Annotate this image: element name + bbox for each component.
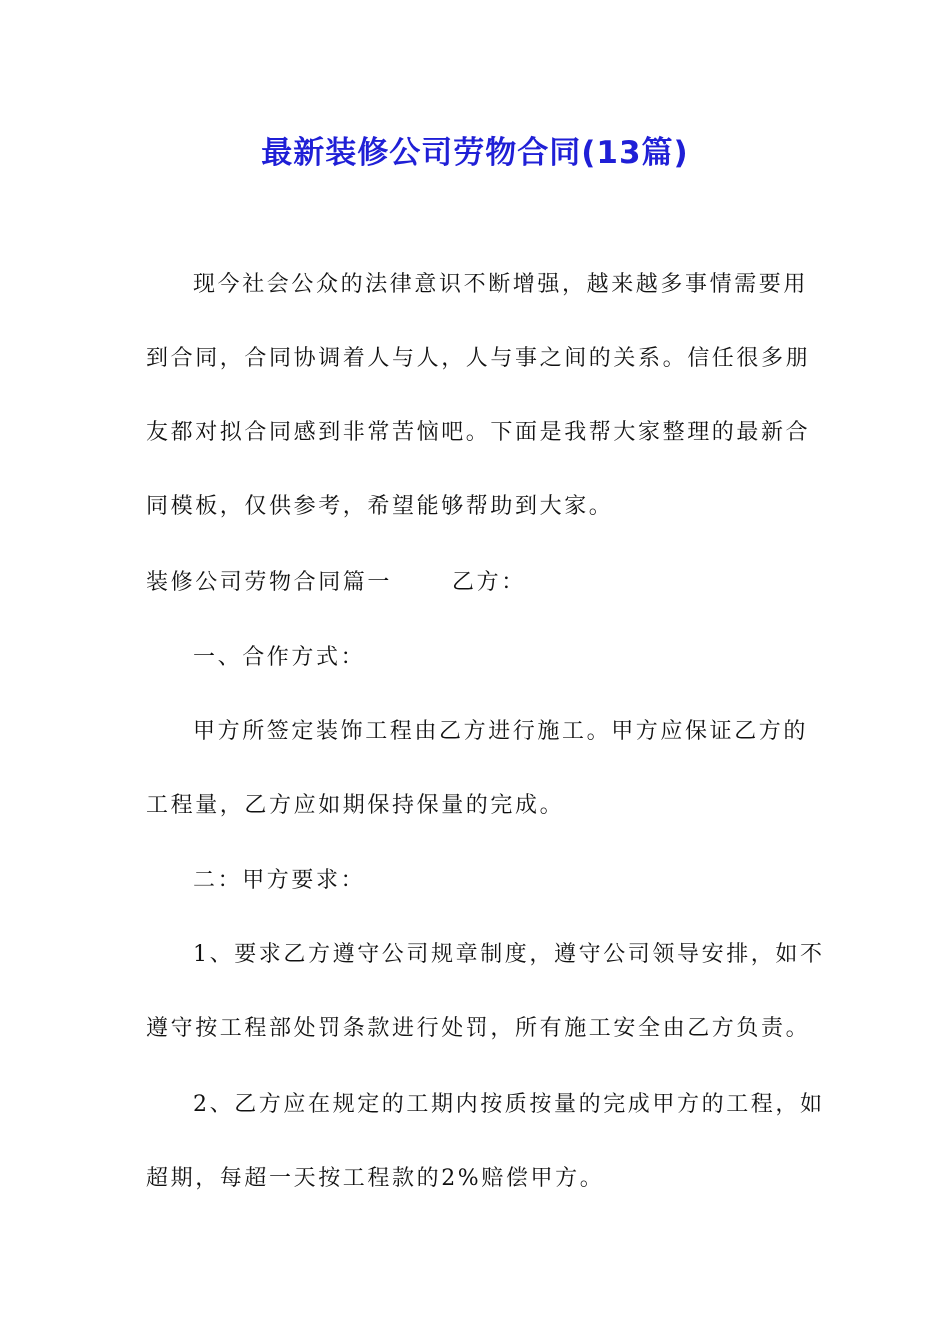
- item-2-line-1: 2、乙方应在规定的工期内按质按量的完成甲方的工程，如: [193, 1092, 825, 1117]
- item-1-line-1: 1、要求乙方遵守公司规章制度，遵守公司领导安排，如不: [193, 942, 825, 967]
- clause-2-heading: 二：甲方要求：: [193, 868, 366, 893]
- intro-line-4: 同模板，仅供参考，希望能够帮助到大家。: [146, 494, 614, 519]
- clause-1-heading: 一、合作方式：: [193, 645, 366, 670]
- clause-1-body-line-1: 甲方所签定装饰工程由乙方进行施工。甲方应保证乙方的: [193, 719, 809, 744]
- section-heading: 装修公司劳物合同篇一: [146, 570, 393, 595]
- document-title: 最新装修公司劳物合同(13篇): [261, 135, 689, 171]
- item-2-line-2: 超期，每超一天按工程款的2%赔偿甲方。: [146, 1166, 605, 1191]
- clause-1-body-line-2: 工程量，乙方应如期保持保量的完成。: [146, 793, 565, 818]
- party-b-label: 乙方：: [452, 570, 526, 595]
- intro-line-2: 到合同，合同协调着人与人，人与事之间的关系。信任很多朋: [146, 346, 811, 371]
- section-heading-line: [146, 566, 526, 600]
- intro-line-3: 友都对拟合同感到非常苦恼吧。下面是我帮大家整理的最新合: [146, 420, 811, 445]
- item-1-line-2: 遵守按工程部处罚条款进行处罚，所有施工安全由乙方负责。: [146, 1016, 811, 1041]
- intro-line-1: 现今社会公众的法律意识不断增强，越来越多事情需要用: [193, 272, 809, 297]
